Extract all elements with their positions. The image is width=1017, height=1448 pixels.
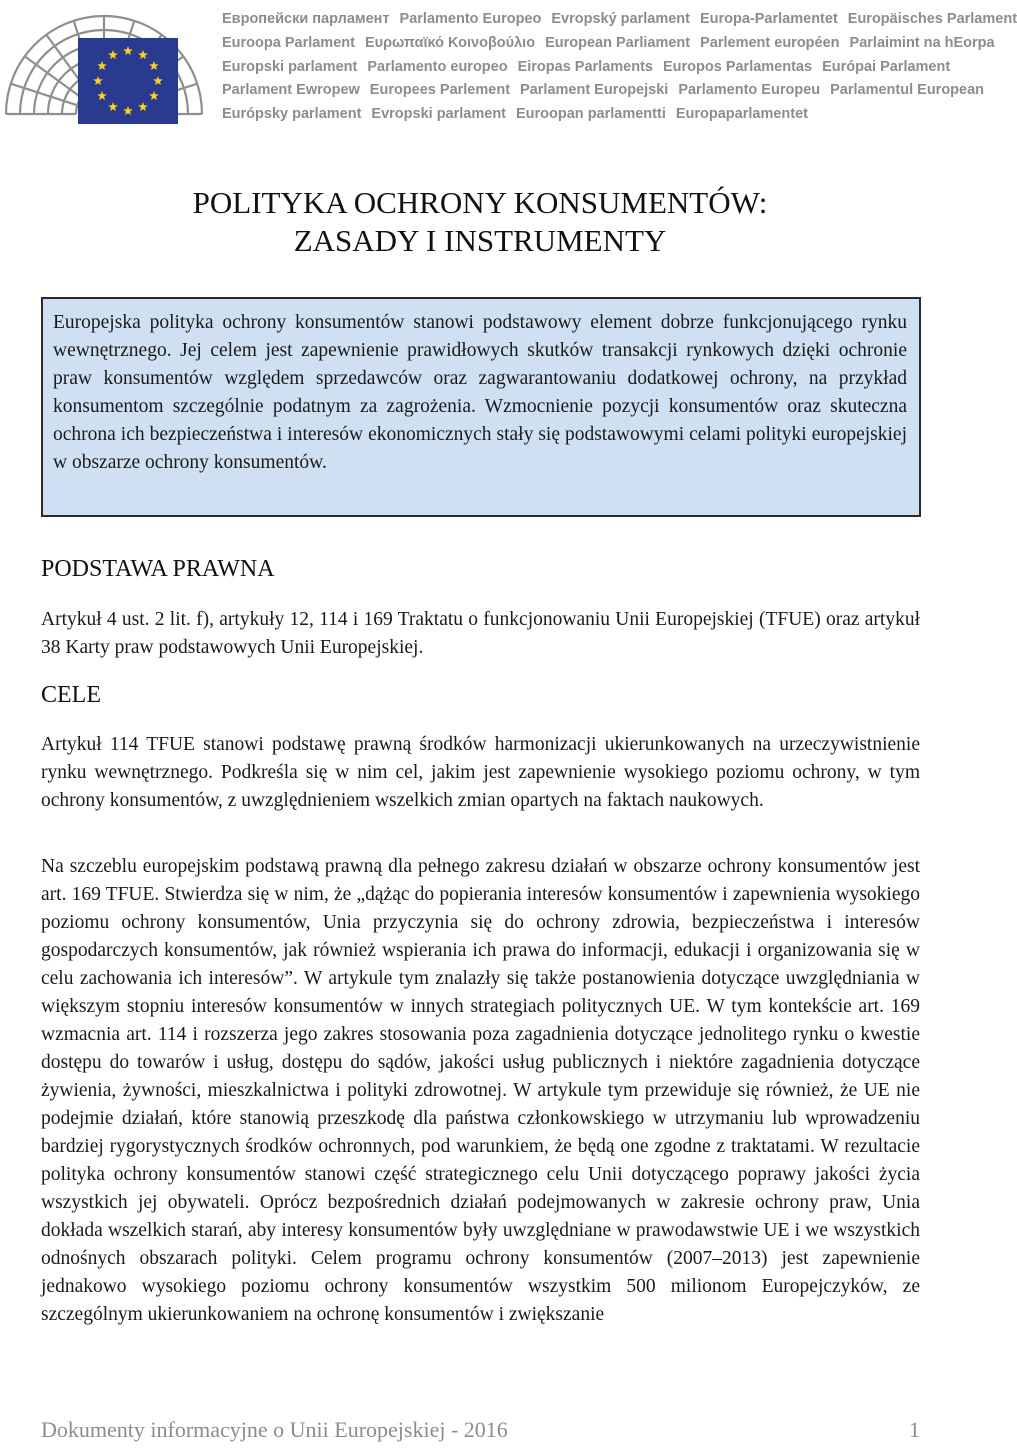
parliament-name: Europäisches Parlament (847, 11, 1017, 27)
parliament-names-row (222, 79, 985, 103)
title-line-1: POLITYKA OCHRONY KONSUMENTÓW: (192, 185, 768, 220)
parliament-name: Parlaimint na hEorpa (849, 34, 995, 51)
legal-basis-text: Artykuł 4 ust. 2 lit. f), artykuły 12, 114 i 169 Traktatu o funkcjonowaniu Unii Europejskiej (TFUE) oraz artykuł 38 Karty praw podstawowych Unii Europejskiej. (41, 609, 920, 658)
parliament-name: Európsky parlament (222, 106, 362, 123)
section-heading-legal-basis: PODSTAWA PRAWNA (41, 556, 275, 582)
parliament-names-row (222, 56, 957, 80)
parliament-names (222, 8, 1017, 127)
title-line-2: ZASADY I INSTRUMENTY (293, 223, 667, 258)
parliament-name: Evropski parlament (371, 106, 506, 123)
parliament-name: Parlement européen (700, 34, 840, 51)
objectives-paragraph-2: Na szczeblu europejskim podstawą prawną dla pełnego zakresu działań w obszarze ochrony konsumentów jest art. 169 TFUE. Stwierdza się w nim, że „dążąc do popierania interesów konsumentów i zapewnienia wysokiego poziomu ochrony konsumentów, Unia przyczynia się do ochrony zdrowia, bezpieczeństwa i interesów gospodarczych konsumentów, jak również wspierania ich prawa do informacji, edukacji i organizowania się w celu zachowania ich interesów”. W artykule tym znalazły się także postanowienia dotyczące uwzględniania w większym stopniu interesów konsumentów w innych strategiach politycznych UE. W tym kontekście art. 169 wzmacnia art. 114 i rozszerza jego zakres stosowania poza zagadnienia dotyczące jednolitego rynku o kwestie dostępu do towarów i usług, dostępu do sądów, jakości usług publicznych i niektóre zagadnienia dotyczące żywienia, żywności, mieszkalnictwa i polityki zdrowotnej. W artykule tym przewiduje się również, że UE nie podejmie działań, które stanowią przeszkodę dla państwa członkowskiego w utrzymaniu lub wprowadzeniu bardziej rygorystycznych środków ochronnych, pod warunkiem, że będą one zgodne z traktatami. W rezultacie polityka ochrony konsumentów stanowi część strategicznego celu Unii dotyczącego poprawy jakości życia wszystkich jej obywateli. Oprócz bezpośrednich działań podejmowanych w zakresie ochrony praw, Unia dokłada wszelkich starań, aby interesy konsumentów były uwzględniane w prawodawstwie UE i we wszystkich odnośnych obszarach polityki. Celem programu ochrony konsumentów (2007–2013) jest zapewnienie jednakowo wysokiego poziomu ochrony konsumentów wszystkim 500 milionom Europejczyków, ze szczególnym ukierunkowaniem na ochronę konsumentów i zwiększanie (41, 856, 920, 1325)
parliament-name: Европейски парламент (222, 11, 390, 27)
parliament-names-row (222, 8, 1017, 32)
page-header (0, 0, 1017, 130)
parliament-name: Europos Parlamentas (662, 58, 813, 75)
parliament-name: Parlamento Europeo (399, 11, 542, 27)
page-number: 1 (909, 1417, 920, 1442)
parliament-names-row (222, 103, 957, 127)
page-footer (41, 1417, 920, 1443)
parliament-name: Parlamentul European (830, 82, 985, 99)
page-title (0, 184, 960, 260)
parliament-name: Europa-Parlamentet (699, 11, 838, 27)
parliament-name: Parlamento Europeu (678, 82, 821, 99)
parliament-name: Európai Parlament (822, 58, 951, 75)
parliament-name: Parlament Ewropew (222, 82, 360, 99)
parliament-name: Euroopan parlamentti (516, 106, 666, 123)
parliament-name: Europaparlamentet (675, 106, 809, 123)
parliament-name: Ευρωπαϊκό Κοινοβούλιο (364, 34, 536, 51)
parliament-name: Evropský parlament (551, 11, 690, 27)
parliament-name: Parlamento europeo (367, 58, 508, 75)
parliament-names-row (222, 32, 995, 56)
parliament-name: European Parliament (545, 34, 691, 51)
objectives-paragraph-1: Artykuł 114 TFUE stanowi podstawę prawną środków harmonizacji ukierunkowanych na urzeczywistnienie rynku wewnętrznego. Podkreśla się w nim cel, jakim jest zapewnienie wysokiego poziomu ochrony, w tym ochrony konsumentów, z uwzględnieniem wszelkich zmian opartych na faktach naukowych. (41, 734, 920, 811)
parliament-name: Eiropas Parlaments (517, 58, 653, 75)
parliament-name: Euroopa Parlament (222, 34, 355, 51)
parliament-name: Parlament Europejski (520, 82, 669, 99)
footer-series-title: Dokumenty informacyjne o Unii Europejskiej - 2016 (41, 1417, 508, 1442)
parliament-name: Europees Parlement (369, 82, 511, 99)
european-parliament-logo (4, 4, 216, 124)
section-heading-objectives: CELE (41, 682, 101, 708)
summary-box: Europejska polityka ochrony konsumentów stanowi podstawowy element dobrze funkcjonującego rynku wewnętrznego. Jej celem jest zapewnienie prawidłowych skutków transakcji rynkowych dzięki ochronie praw konsumentów względem sprzedawców oraz zagwarantowaniu dodatkowej ochrony, na przykład konsumentom szczególnie podatnym za zagrożenia. Wzmocnienie pozycji konsumentów oraz skuteczna ochrona ich bezpieczeństwa i interesów ekonomicznych stały się podstawowymi celami polityki europejskiej w obszarze ochrony konsumentów. (41, 297, 921, 517)
parliament-name: Europski parlament (222, 58, 358, 75)
